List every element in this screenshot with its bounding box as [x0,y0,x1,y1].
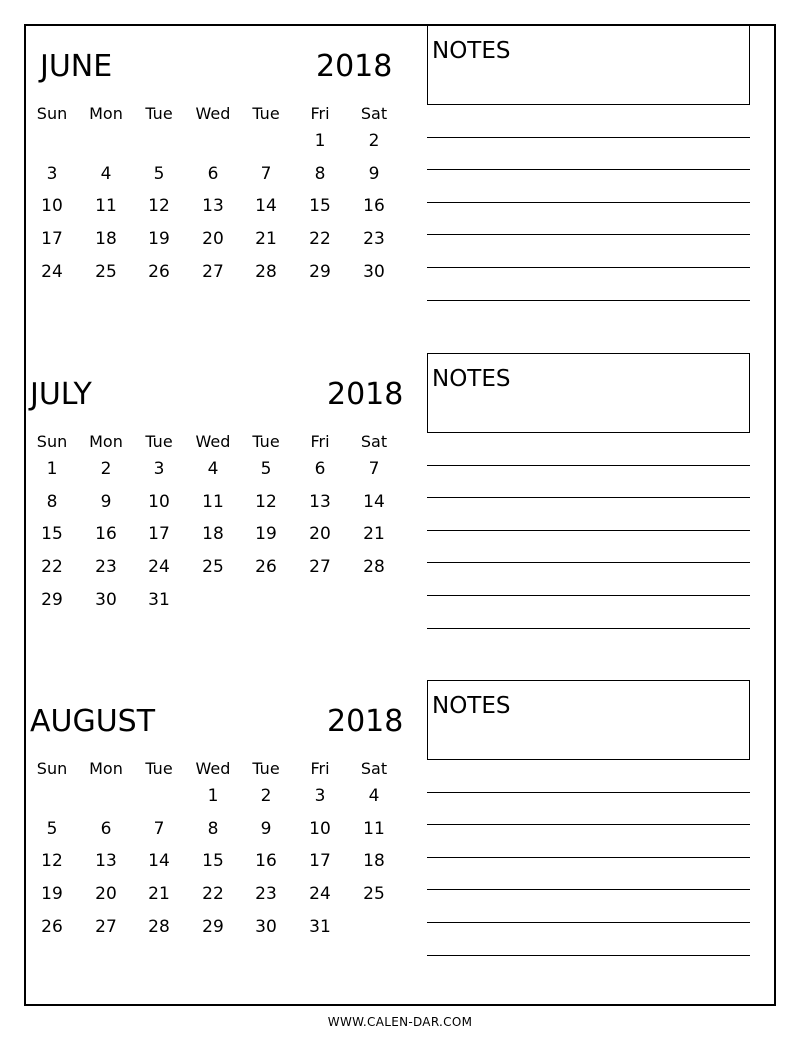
day-cell: 1 [207,786,219,806]
note-line [427,267,750,268]
day-cell: 5 [153,163,165,184]
day-cell: 6 [207,163,219,184]
weekday-header: Sat [360,432,388,451]
note-line [427,857,750,858]
note-line [427,792,750,793]
weekday-header: Tue [252,759,280,778]
weekday-header: Mon [89,759,123,778]
day-cell: 29 [41,589,63,610]
note-line [427,104,750,105]
day-cell: 19 [255,524,277,545]
day-cell: 18 [202,524,224,545]
weekday-header: Sun [36,759,68,778]
note-line [427,137,750,138]
day-cell: 2 [368,131,380,151]
day-cell: 4 [100,163,112,184]
day-cell: 21 [148,884,170,905]
day-cell: 27 [309,557,331,578]
weekday-header: Fri [310,104,330,123]
weekday-header: Fri [310,432,330,451]
weekday-header: Mon [89,104,123,123]
notes-label: NOTES [432,38,511,64]
day-cell: 12 [255,491,277,512]
day-cell: 26 [255,557,277,578]
day-cell: 31 [148,589,170,610]
day-cell: 2 [260,786,272,806]
day-cell: 10 [148,491,170,512]
day-cell: 13 [309,491,331,512]
day-cell: 22 [202,884,224,905]
note-line [427,562,750,563]
weekday-header: Tue [252,104,280,123]
day-cell: 15 [309,196,331,217]
weekday-header: Sat [360,104,388,123]
notes-label: NOTES [432,366,511,392]
day-cell: 25 [95,261,117,282]
day-cell: 29 [309,261,331,282]
weekday-header: Tue [145,104,173,123]
day-cell: 15 [41,524,63,545]
month-name: AUGUST [30,704,156,739]
day-cell: 20 [309,524,331,545]
day-cell: 9 [260,818,272,839]
day-cell: 11 [202,491,224,512]
day-cell: 19 [148,229,170,250]
day-cell: 24 [309,884,331,905]
notes-label: NOTES [432,693,511,719]
day-cell: 11 [95,196,117,217]
day-cell: 6 [314,459,326,479]
note-line [427,889,750,890]
day-cell: 19 [41,884,63,905]
day-cell: 28 [148,916,170,937]
day-cell: 14 [255,196,277,217]
day-cell: 22 [41,557,63,578]
day-cell: 25 [202,557,224,578]
day-cell: 13 [95,851,117,872]
day-cell: 1 [314,131,326,151]
note-line [427,497,750,498]
month-name: JUNE [40,49,113,84]
weekday-header: Wed [195,432,231,451]
month-name: JULY [30,377,92,412]
month-year: 2018 [316,49,393,84]
day-cell: 27 [202,261,224,282]
day-cell: 7 [260,163,272,184]
day-cell: 16 [95,524,117,545]
note-line [427,595,750,596]
day-cell: 21 [363,524,385,545]
footer-url: WWW.CALEN-DAR.COM [327,1015,473,1029]
day-cell: 7 [368,459,380,479]
day-cell: 23 [95,557,117,578]
day-cell: 29 [202,916,224,937]
day-cell: 10 [309,818,331,839]
note-line [427,234,750,235]
day-cell: 30 [255,916,277,937]
day-cell: 16 [255,851,277,872]
day-cell: 30 [95,589,117,610]
day-cell: 24 [148,557,170,578]
day-cell: 9 [100,491,112,512]
calendar-frame [24,24,776,1006]
day-cell: 10 [41,196,63,217]
day-cell: 20 [95,884,117,905]
weekday-header: Sat [360,759,388,778]
day-cell: 14 [148,851,170,872]
notes-box [427,353,750,433]
note-line [427,922,750,923]
day-cell: 3 [46,163,58,184]
day-cell: 28 [255,261,277,282]
day-cell: 5 [260,459,272,479]
note-line [427,465,750,466]
day-cell: 12 [148,196,170,217]
weekday-header: Wed [195,104,231,123]
day-cell: 17 [41,229,63,250]
note-line [427,202,750,203]
day-cell: 14 [363,491,385,512]
month-year: 2018 [327,704,404,739]
weekday-header: Fri [310,759,330,778]
weekday-header: Tue [252,432,280,451]
day-cell: 1 [46,459,58,479]
day-cell: 5 [46,818,58,839]
day-cell: 13 [202,196,224,217]
day-cell: 23 [255,884,277,905]
day-cell: 17 [148,524,170,545]
day-cell: 18 [363,851,385,872]
note-line [427,530,750,531]
day-cell: 21 [255,229,277,250]
day-cell: 24 [41,261,63,282]
notes-box [427,25,750,105]
month-year: 2018 [327,377,404,412]
day-cell: 15 [202,851,224,872]
note-line [427,432,750,433]
day-cell: 22 [309,229,331,250]
note-line [427,628,750,629]
day-cell: 8 [207,818,219,839]
day-cell: 6 [100,818,112,839]
day-cell: 9 [368,163,380,184]
notes-box [427,680,750,760]
weekday-header: Tue [145,432,173,451]
day-cell: 20 [202,229,224,250]
note-line [427,824,750,825]
day-cell: 11 [363,818,385,839]
day-cell: 7 [153,818,165,839]
note-line [427,759,750,760]
weekday-header: Tue [145,759,173,778]
day-cell: 17 [309,851,331,872]
day-cell: 3 [153,459,165,479]
weekday-header: Sun [36,104,68,123]
day-cell: 26 [41,916,63,937]
day-cell: 30 [363,261,385,282]
day-cell: 4 [207,459,219,479]
weekday-header: Mon [89,432,123,451]
day-cell: 18 [95,229,117,250]
note-line [427,300,750,301]
weekday-header: Wed [195,759,231,778]
day-cell: 27 [95,916,117,937]
day-cell: 4 [368,786,380,806]
day-cell: 31 [309,916,331,937]
day-cell: 16 [363,196,385,217]
day-cell: 8 [314,163,326,184]
weekday-header: Sun [36,432,68,451]
day-cell: 12 [41,851,63,872]
day-cell: 8 [46,491,58,512]
day-cell: 26 [148,261,170,282]
day-cell: 2 [100,459,112,479]
day-cell: 3 [314,786,326,806]
note-line [427,169,750,170]
day-cell: 28 [363,557,385,578]
day-cell: 25 [363,884,385,905]
day-cell: 23 [363,229,385,250]
note-line [427,955,750,956]
